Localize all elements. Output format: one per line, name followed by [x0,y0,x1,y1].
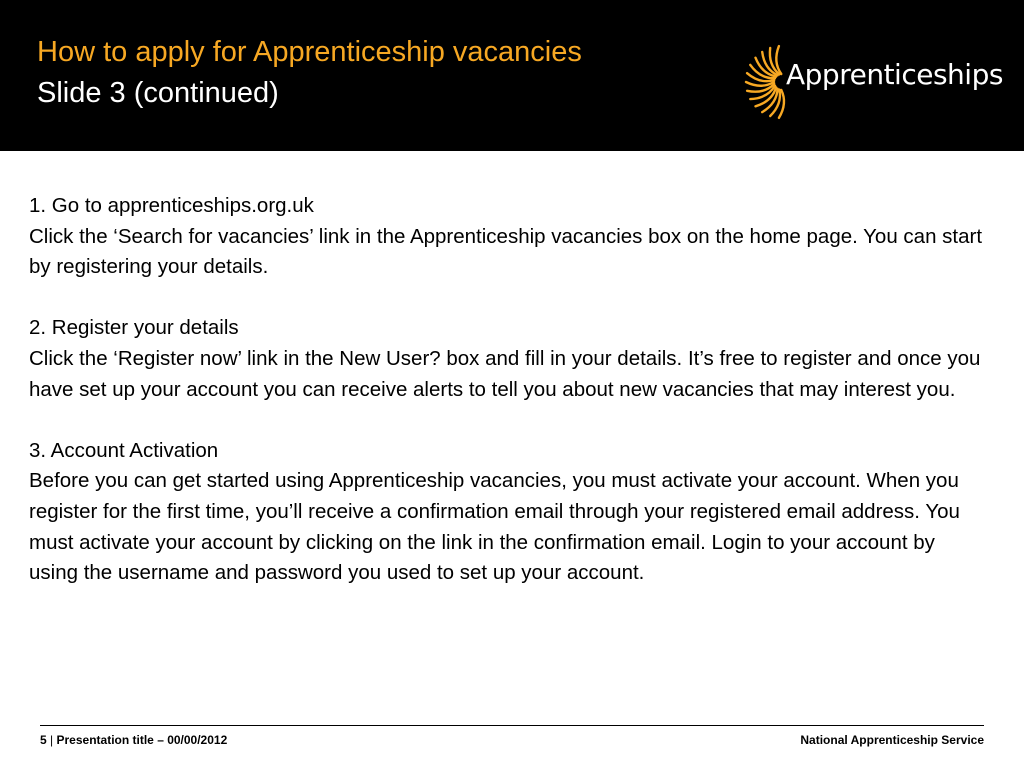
step-heading: 3. Account Activation [29,438,219,462]
step-body: Click the ‘Register now’ link in the New User? box and fill in your details. It’s free to register and once you have set up your account you can receive alerts to tell you about new vacancies that may interest you. [29,346,981,401]
slide-title: How to apply for Apprenticeship vacancies [37,36,582,68]
page-number: 5 [40,733,47,747]
slide-header [0,0,1024,151]
footer-presentation-info [40,733,227,747]
presentation-title: Presentation title – 00/00/2012 [56,733,228,747]
instructions-content [29,191,989,619]
footer-divider [40,725,984,726]
instruction-step-3 [29,436,989,589]
step-body: Click the ‘Search for vacancies’ link in the Apprenticeship vacancies box on the home page. You can start by registering your details. [29,224,983,279]
step-body: Before you can get started using Apprenticeship vacancies, you must activate your account. When you register for the first time, you’ll receive a confirmation email through your registered email address. You must activate your account by clicking on the link in the confirmation email. Login to your account by using the username and password you used to set up your account. [29,469,960,585]
apprenticeships-logo [742,42,1003,122]
footer-separator: | [50,733,54,747]
logo-wordmark: Apprenticeships [786,58,1003,91]
instruction-step-2 [29,313,989,405]
instruction-step-1 [29,191,989,283]
step-heading: 2. Register your details [29,316,239,340]
footer-organization: National Apprenticeship Service [800,733,984,747]
logo-ray [776,46,781,74]
sunburst-logo-icon [742,42,790,122]
step-heading: 1. Go to apprenticeships.org.uk [29,194,314,217]
logo-ray [746,82,774,86]
slide-subtitle: Slide 3 (continued) [37,77,279,109]
